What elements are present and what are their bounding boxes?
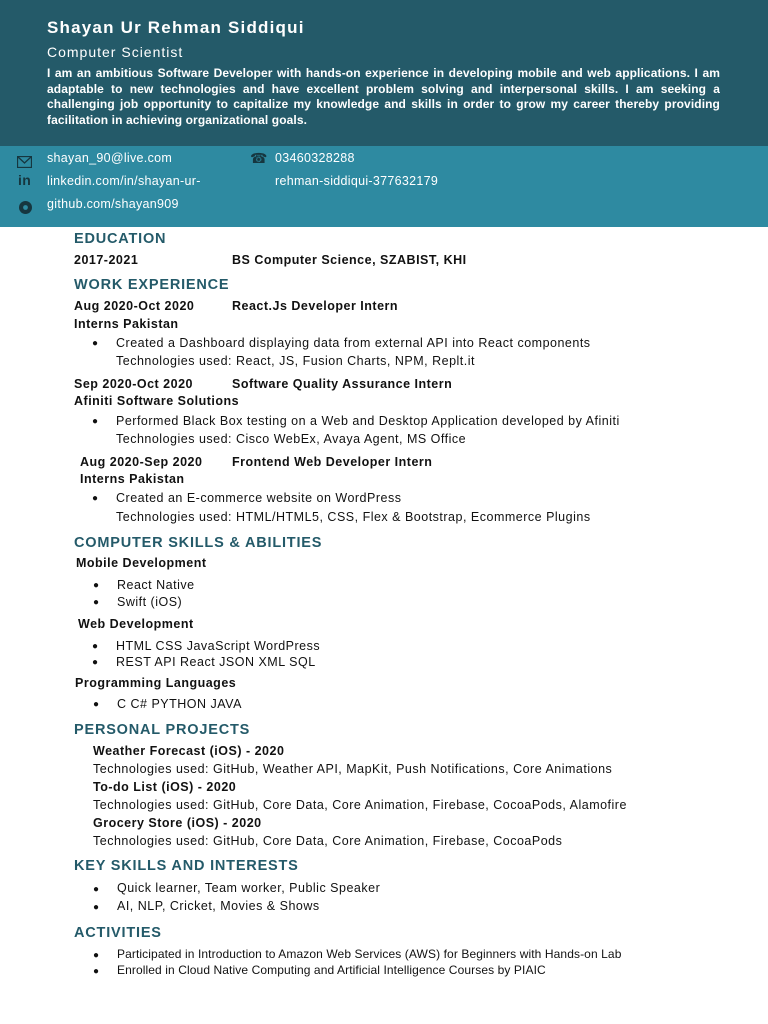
bullet: ● <box>92 641 99 652</box>
linkedin-link-part2[interactable]: rehman-siddiqui-377632179 <box>275 174 439 188</box>
github-link[interactable]: github.com/shayan909 <box>47 197 179 211</box>
job-tech: Technologies used: Cisco WebEx, Avaya Agent, MS Office <box>116 432 467 446</box>
bullet: ● <box>93 950 100 961</box>
github-icon <box>18 200 33 218</box>
skill-category: Web Development <box>78 617 194 631</box>
work-heading: WORK EXPERIENCE <box>74 277 230 293</box>
bullet: ● <box>92 657 99 668</box>
contact-bar <box>0 146 768 227</box>
bullet: ● <box>92 338 99 349</box>
bullet: ● <box>92 416 99 427</box>
skill-item: REST API React JSON XML SQL <box>116 655 316 669</box>
header-banner <box>0 0 768 146</box>
job-dates: Aug 2020-Oct 2020 <box>74 299 195 313</box>
interest-item: Quick learner, Team worker, Public Speaker <box>117 881 381 895</box>
phone-icon: ☎ <box>250 150 268 166</box>
candidate-role: Computer Scientist <box>47 44 184 60</box>
activity-item: Enrolled in Cloud Native Computing and Artificial Intelligence Courses by PIAIC <box>117 963 546 977</box>
job-task: Performed Black Box testing on a Web and Desktop Application developed by Afiniti <box>116 414 620 428</box>
bullet: ● <box>93 597 100 608</box>
skills-heading: COMPUTER SKILLS & ABILITIES <box>74 535 323 551</box>
skill-item: HTML CSS JavaScript WordPress <box>116 639 321 653</box>
job-position: Frontend Web Developer Intern <box>232 455 433 469</box>
job-position: Software Quality Assurance Intern <box>232 377 453 391</box>
project-tech: Technologies used: GitHub, Core Data, Core Animation, Firebase, CocoaPods <box>93 834 563 848</box>
project-tech: Technologies used: GitHub, Core Data, Core Animation, Firebase, CocoaPods, Alamofire <box>93 798 627 812</box>
bullet: ● <box>93 884 100 895</box>
project-name: Weather Forecast (iOS) - 2020 <box>93 744 285 758</box>
bullet: ● <box>93 580 100 591</box>
education-degree: BS Computer Science, SZABIST, KHI <box>232 253 467 267</box>
skill-category: Mobile Development <box>76 556 207 570</box>
skill-category: Programming Languages <box>75 676 237 690</box>
linkedin-link-part1[interactable]: linkedin.com/in/shayan-ur- <box>47 174 201 188</box>
job-company: Interns Pakistan <box>80 472 185 486</box>
bullet: ● <box>93 966 100 977</box>
job-tech: Technologies used: HTML/HTML5, CSS, Flex & Bootstrap, Ecommerce Plugins <box>116 510 591 524</box>
job-company: Afiniti Software Solutions <box>74 394 240 408</box>
project-name: To-do List (iOS) - 2020 <box>93 780 237 794</box>
job-company: Interns Pakistan <box>74 317 179 331</box>
email-link[interactable]: shayan_90@live.com <box>47 151 173 165</box>
job-position: React.Js Developer Intern <box>232 299 399 313</box>
summary-text: I am an ambitious Software Developer with hands-on experience in developing mobile and web applications. I am adaptable to new technologies and have excellent problem solving and interpersonal skills. I am seeking a challenging job opportunity to capitalize my knowledge and skills in order to grow my career thereby providing facilitation in achieving organizational goals. <box>47 66 720 127</box>
job-dates: Aug 2020-Sep 2020 <box>80 455 203 469</box>
projects-heading: PERSONAL PROJECTS <box>74 722 251 738</box>
project-tech: Technologies used: GitHub, Weather API, MapKit, Push Notifications, Core Animations <box>93 762 613 776</box>
bullet: ● <box>92 493 99 504</box>
activities-heading: ACTIVITIES <box>74 925 162 941</box>
job-task: Created a Dashboard displaying data from external API into React components <box>116 336 591 350</box>
interests-heading: KEY SKILLS AND INTERESTS <box>74 858 299 874</box>
phone-number[interactable]: 03460328288 <box>275 151 355 165</box>
skill-item: Swift (iOS) <box>117 595 183 609</box>
job-task: Created an E-commerce website on WordPress <box>116 491 402 505</box>
linkedin-icon: in <box>18 172 32 188</box>
bullet: ● <box>93 902 100 913</box>
project-name: Grocery Store (iOS) - 2020 <box>93 816 262 830</box>
skill-item: C C# PYTHON JAVA <box>117 697 242 711</box>
skill-item: React Native <box>117 578 195 592</box>
education-heading: EDUCATION <box>74 231 167 247</box>
job-dates: Sep 2020-Oct 2020 <box>74 377 193 391</box>
bullet: ● <box>93 699 100 710</box>
activity-item: Participated in Introduction to Amazon Web Services (AWS) for Beginners with Hands-on Lab <box>117 947 622 961</box>
envelope-icon <box>17 156 32 171</box>
job-tech: Technologies used: React, JS, Fusion Charts, NPM, Replt.it <box>116 354 476 368</box>
education-years: 2017-2021 <box>74 253 139 267</box>
interest-item: AI, NLP, Cricket, Movies & Shows <box>117 899 320 913</box>
candidate-name: Shayan Ur Rehman Siddiqui <box>47 18 305 37</box>
